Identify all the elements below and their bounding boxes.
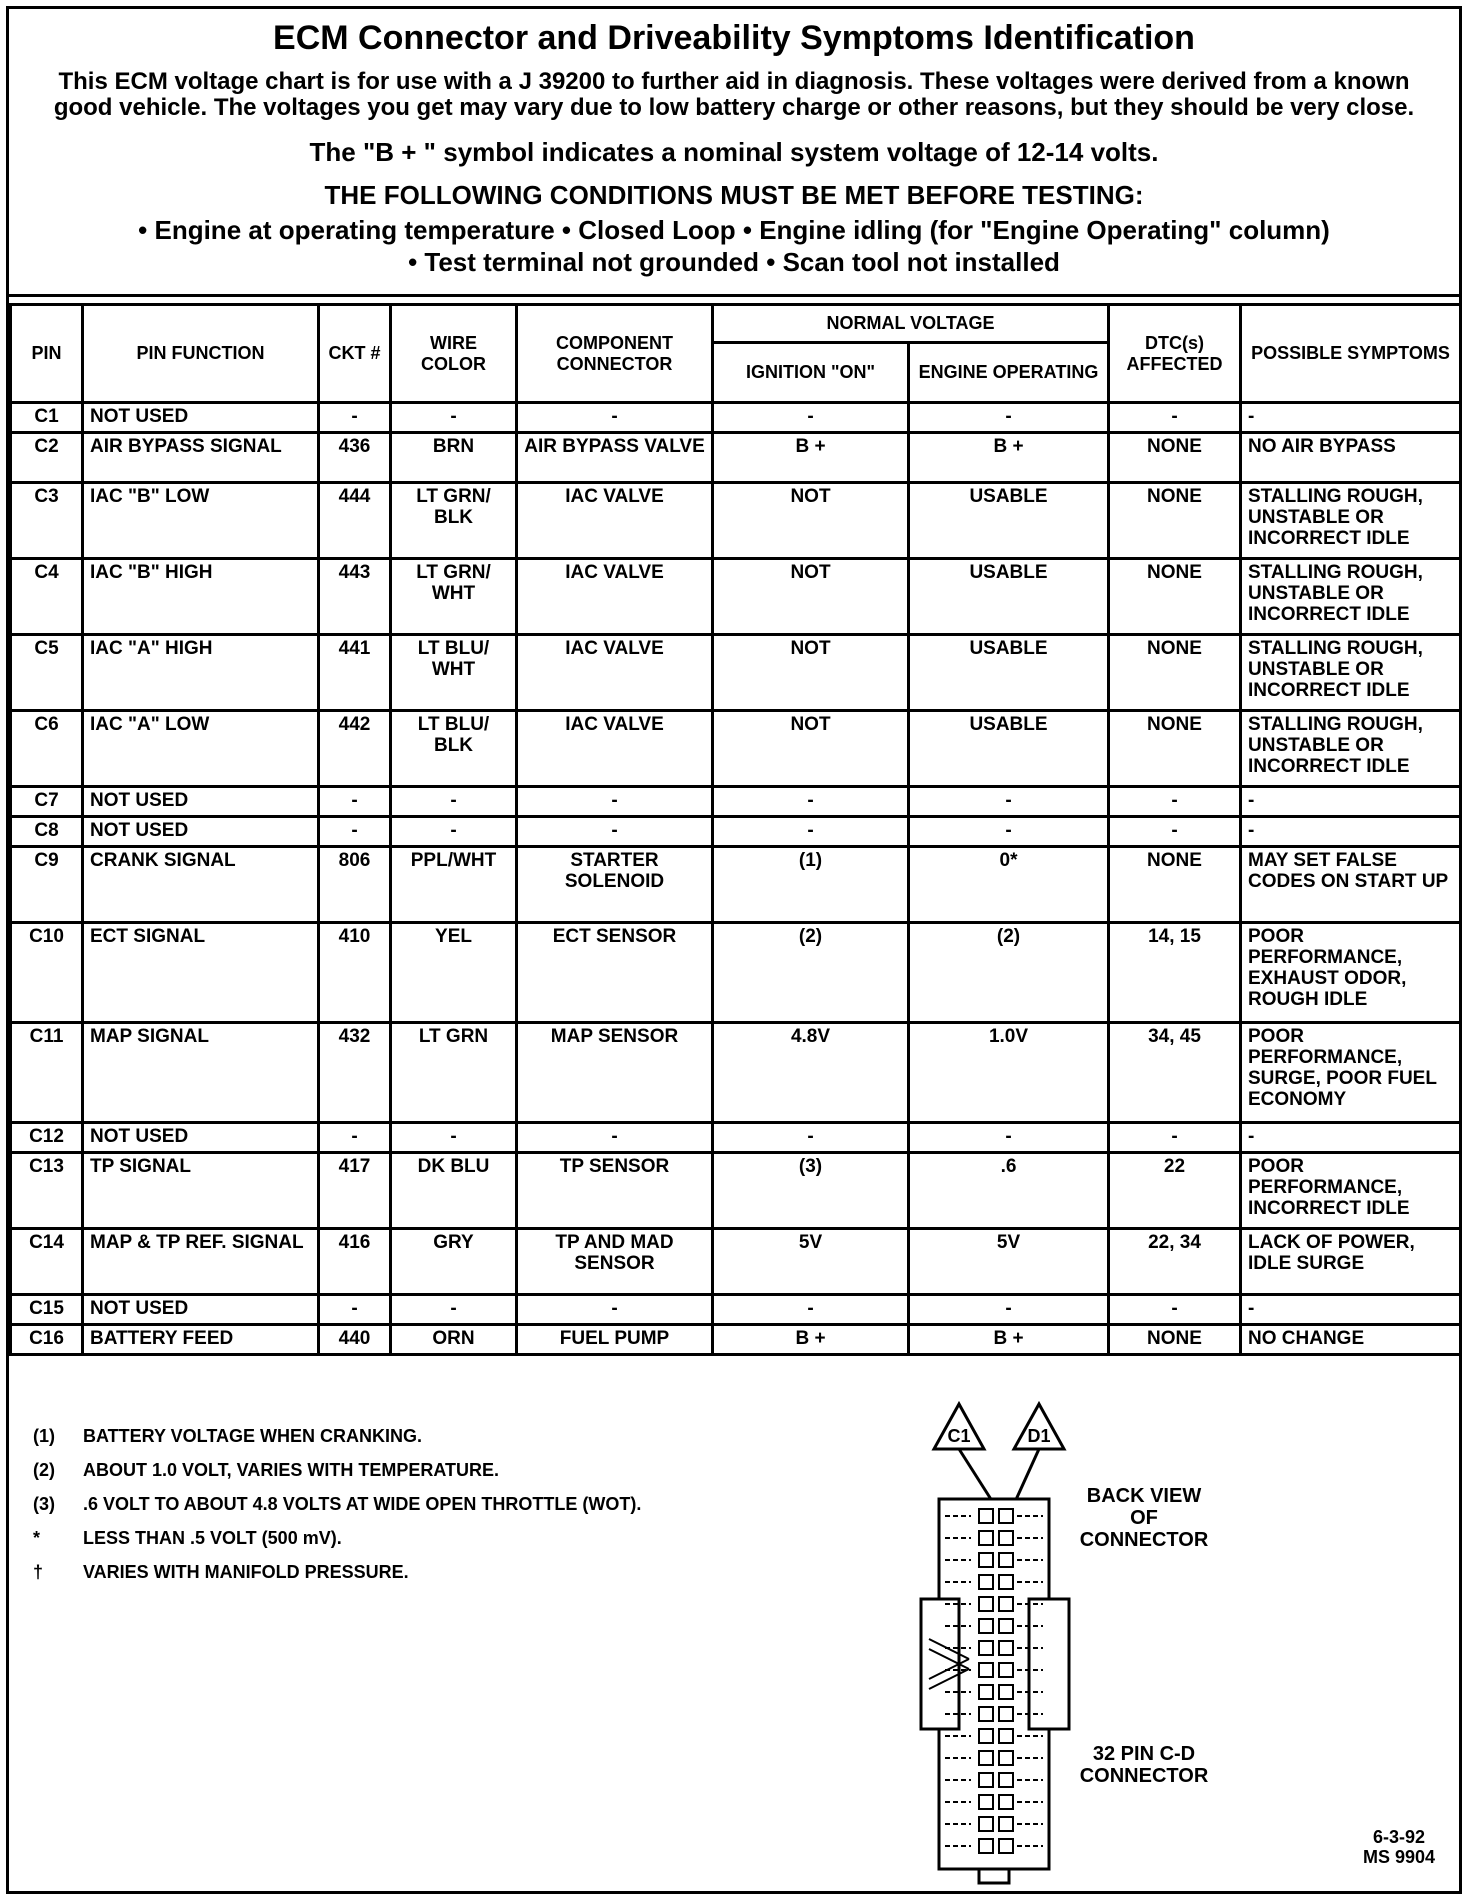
header-pin: PIN (11, 305, 83, 403)
connector-pin (999, 1531, 1013, 1545)
cell-wire: - (391, 1295, 517, 1325)
table-row (11, 1295, 1461, 1325)
connector-pin (999, 1795, 1013, 1809)
connector-pin (999, 1773, 1013, 1787)
cell-pin: C1 (11, 403, 83, 433)
cell-eng: (2) (909, 923, 1109, 1023)
cell-dtc: NONE (1109, 635, 1241, 711)
cell-func: NOT USED (83, 403, 319, 433)
cell-wire: - (391, 817, 517, 847)
chart-header (9, 9, 1459, 297)
cell-comp: IAC VALVE (517, 635, 713, 711)
footnote-text: BATTERY VOLTAGE WHEN CRANKING. (83, 1425, 422, 1446)
connector-pin (979, 1641, 993, 1655)
table-row (11, 787, 1461, 817)
table-row (11, 483, 1461, 559)
cell-dtc: NONE (1109, 559, 1241, 635)
connector-pin (999, 1641, 1013, 1655)
header-dtc: DTC(s) AFFECTED (1109, 305, 1241, 403)
cell-func: IAC "B" LOW (83, 483, 319, 559)
cell-comp: - (517, 817, 713, 847)
cell-eng: USABLE (909, 483, 1109, 559)
page-title: ECM Connector and Driveability Symptoms Identification (273, 19, 1195, 57)
cell-sym: STALLING ROUGH, UNSTABLE OR INCORRECT IDLE (1241, 635, 1461, 711)
cell-func: NOT USED (83, 817, 319, 847)
footnote-item (33, 1453, 641, 1487)
cell-sym: POOR PERFORMANCE, EXHAUST ODOR, ROUGH IDLE (1241, 923, 1461, 1023)
cell-ign: NOT (713, 483, 909, 559)
connector-pin (979, 1531, 993, 1545)
cell-comp: STARTER SOLENOID (517, 847, 713, 923)
cell-pin: C16 (11, 1325, 83, 1355)
footnote-item (33, 1555, 641, 1589)
header-normal-voltage: NORMAL VOLTAGE (713, 305, 1109, 343)
header-symptoms: POSSIBLE SYMPTOMS (1241, 305, 1461, 403)
ecm-voltage-table (9, 303, 1462, 1356)
cell-pin: C3 (11, 483, 83, 559)
connector-pin (979, 1773, 993, 1787)
cell-wire: DK BLU (391, 1153, 517, 1229)
cell-eng: - (909, 787, 1109, 817)
connector-pin (999, 1553, 1013, 1567)
cell-eng: 1.0V (909, 1023, 1109, 1123)
cell-dtc: NONE (1109, 847, 1241, 923)
cell-comp: MAP SENSOR (517, 1023, 713, 1123)
cell-eng: 5V (909, 1229, 1109, 1295)
table-row (11, 1023, 1461, 1123)
cell-func: NOT USED (83, 787, 319, 817)
connector-pin (979, 1817, 993, 1831)
cell-comp: IAC VALVE (517, 559, 713, 635)
cell-sym: LACK OF POWER, IDLE SURGE (1241, 1229, 1461, 1295)
cell-eng: - (909, 817, 1109, 847)
cell-comp: - (517, 787, 713, 817)
cell-ckt: 436 (319, 433, 391, 483)
cell-ckt: - (319, 787, 391, 817)
cell-ckt: - (319, 817, 391, 847)
cell-ign: - (713, 787, 909, 817)
cell-wire: ORN (391, 1325, 517, 1355)
cell-eng: .6 (909, 1153, 1109, 1229)
cell-pin: C10 (11, 923, 83, 1023)
footnote-text: ABOUT 1.0 VOLT, VARIES WITH TEMPERATURE. (83, 1459, 500, 1480)
cell-func: IAC "A" LOW (83, 711, 319, 787)
cell-pin: C15 (11, 1295, 83, 1325)
cell-eng: B + (909, 1325, 1109, 1355)
cell-wire: BRN (391, 433, 517, 483)
cell-ign: NOT (713, 559, 909, 635)
cell-dtc: 14, 15 (1109, 923, 1241, 1023)
cell-func: MAP SIGNAL (83, 1023, 319, 1123)
connector-pin (979, 1663, 993, 1677)
cell-dtc: NONE (1109, 483, 1241, 559)
cell-ckt: 443 (319, 559, 391, 635)
footnote-mark: (1) (33, 1425, 55, 1446)
cell-dtc: NONE (1109, 1325, 1241, 1355)
footnote-text: .6 VOLT TO ABOUT 4.8 VOLTS AT WIDE OPEN THROTTLE (WOT). (83, 1493, 642, 1514)
cell-ckt: - (319, 1295, 391, 1325)
footnote-item (33, 1521, 641, 1555)
cell-ckt: - (319, 1123, 391, 1153)
back-view-label: BACK VIEW OF CONNECTOR (1079, 1485, 1209, 1551)
cell-dtc: - (1109, 1295, 1241, 1325)
header-component-connector: COMPONENT CONNECTOR (517, 305, 713, 403)
footnote-mark: (2) (33, 1459, 55, 1480)
cell-sym: - (1241, 817, 1461, 847)
footnote-mark: † (33, 1561, 44, 1582)
connector-pin (999, 1707, 1013, 1721)
cell-ckt: 440 (319, 1325, 391, 1355)
footnotes (33, 1419, 641, 1589)
connector-pin (999, 1751, 1013, 1765)
connector-pin (999, 1839, 1013, 1853)
connector-pin (999, 1663, 1013, 1677)
table-row (11, 817, 1461, 847)
cell-ign: (1) (713, 847, 909, 923)
cell-sym: - (1241, 787, 1461, 817)
cell-pin: C14 (11, 1229, 83, 1295)
connector-pin (979, 1509, 993, 1523)
cell-ign: 5V (713, 1229, 909, 1295)
cell-wire: LT BLU/ BLK (391, 711, 517, 787)
cell-comp: ECT SENSOR (517, 923, 713, 1023)
connector-pin (979, 1839, 993, 1853)
cell-dtc: - (1109, 817, 1241, 847)
connector-pin (979, 1619, 993, 1633)
connector-pin (999, 1817, 1013, 1831)
document-stamp (1363, 1827, 1435, 1867)
cell-ckt: 806 (319, 847, 391, 923)
cell-wire: - (391, 787, 517, 817)
cell-sym: STALLING ROUGH, UNSTABLE OR INCORRECT IDLE (1241, 483, 1461, 559)
cell-pin: C4 (11, 559, 83, 635)
connector-pin (999, 1685, 1013, 1699)
cell-ckt: 410 (319, 923, 391, 1023)
cell-pin: C7 (11, 787, 83, 817)
cell-ckt: 432 (319, 1023, 391, 1123)
cell-eng: - (909, 1123, 1109, 1153)
label-d1: D1 (1027, 1426, 1051, 1446)
cell-ign: - (713, 1123, 909, 1153)
cell-comp: FUEL PUMP (517, 1325, 713, 1355)
bplus-note: The "B + " symbol indicates a nominal system voltage of 12-14 volts. (309, 137, 1159, 167)
conditions-line-2: • Test terminal not grounded • Scan tool not installed (408, 247, 1060, 277)
cell-ign: B + (713, 433, 909, 483)
table-row (11, 711, 1461, 787)
connector-drawing (909, 1399, 1209, 1889)
cell-sym: STALLING ROUGH, UNSTABLE OR INCORRECT IDLE (1241, 559, 1461, 635)
cell-wire: - (391, 1123, 517, 1153)
cell-dtc: 34, 45 (1109, 1023, 1241, 1123)
table-row (11, 635, 1461, 711)
cell-dtc: NONE (1109, 711, 1241, 787)
table-row (11, 559, 1461, 635)
cell-ckt: 417 (319, 1153, 391, 1229)
connector-pin (979, 1751, 993, 1765)
intro-text: This ECM voltage chart is for use with a J 39200 to further aid in diagnosis. These voltages were derived from a known good vehicle. The voltages you get may vary due to low battery charge or other reasons, but they should be very close. (53, 68, 1415, 121)
header-pin-function: PIN FUNCTION (83, 305, 319, 403)
cell-wire: GRY (391, 1229, 517, 1295)
connector-pin (979, 1729, 993, 1743)
cell-pin: C2 (11, 433, 83, 483)
conditions-line-1: • Engine at operating temperature • Closed Loop • Engine idling (for "Engine Operating" column) (138, 215, 1330, 245)
table-body (11, 403, 1461, 1355)
cell-wire: - (391, 403, 517, 433)
cell-comp: IAC VALVE (517, 483, 713, 559)
table-row (11, 433, 1461, 483)
cell-sym: - (1241, 1295, 1461, 1325)
cell-eng: USABLE (909, 635, 1109, 711)
cell-ckt: 441 (319, 635, 391, 711)
cell-ckt: 444 (319, 483, 391, 559)
cell-pin: C13 (11, 1153, 83, 1229)
cell-ign: NOT (713, 711, 909, 787)
stamp-date: 6-3-92 (1372, 1827, 1425, 1847)
cell-wire: LT BLU/ WHT (391, 635, 517, 711)
cell-sym: STALLING ROUGH, UNSTABLE OR INCORRECT IDLE (1241, 711, 1461, 787)
cell-eng: B + (909, 433, 1109, 483)
connector-pin (999, 1509, 1013, 1523)
cell-comp: - (517, 403, 713, 433)
cell-sym: POOR PERFORMANCE, INCORRECT IDLE (1241, 1153, 1461, 1229)
header-ignition-on: IGNITION "ON" (713, 343, 909, 403)
cell-func: NOT USED (83, 1123, 319, 1153)
cell-dtc: 22, 34 (1109, 1229, 1241, 1295)
cell-ckt: 416 (319, 1229, 391, 1295)
cell-sym: NO CHANGE (1241, 1325, 1461, 1355)
cell-pin: C6 (11, 711, 83, 787)
footnote-item (33, 1419, 641, 1453)
cell-sym: MAY SET FALSE CODES ON START UP (1241, 847, 1461, 923)
table-row (11, 1229, 1461, 1295)
cell-ign: (3) (713, 1153, 909, 1229)
cell-ign: NOT (713, 635, 909, 711)
cell-eng: USABLE (909, 559, 1109, 635)
cell-ign: - (713, 817, 909, 847)
table-row (11, 403, 1461, 433)
table-row (11, 1325, 1461, 1355)
cell-dtc: - (1109, 1123, 1241, 1153)
cell-pin: C9 (11, 847, 83, 923)
cell-wire: YEL (391, 923, 517, 1023)
cell-eng: - (909, 1295, 1109, 1325)
footnote-text: VARIES WITH MANIFOLD PRESSURE. (83, 1561, 409, 1582)
cell-sym: POOR PERFORMANCE, SURGE, POOR FUEL ECONOMY (1241, 1023, 1461, 1123)
cell-pin: C8 (11, 817, 83, 847)
table-row (11, 1153, 1461, 1229)
connector-pin (979, 1707, 993, 1721)
connector-pin (979, 1795, 993, 1809)
cell-ign: (2) (713, 923, 909, 1023)
conditions-title: THE FOLLOWING CONDITIONS MUST BE MET BEFORE TESTING: (324, 180, 1144, 210)
cell-comp: TP AND MAD SENSOR (517, 1229, 713, 1295)
cell-wire: LT GRN (391, 1023, 517, 1123)
cell-wire: LT GRN/ BLK (391, 483, 517, 559)
header-wire-color: WIRE COLOR (391, 305, 517, 403)
cell-ign: 4.8V (713, 1023, 909, 1123)
cell-ckt: 442 (319, 711, 391, 787)
cell-eng: USABLE (909, 711, 1109, 787)
cell-pin: C12 (11, 1123, 83, 1153)
table-row (11, 923, 1461, 1023)
footnote-mark: (3) (33, 1493, 55, 1514)
cell-sym: - (1241, 1123, 1461, 1153)
cell-ign: - (713, 403, 909, 433)
stamp-code: MS 9904 (1362, 1847, 1435, 1867)
cell-func: NOT USED (83, 1295, 319, 1325)
cell-dtc: - (1109, 403, 1241, 433)
cell-func: BATTERY FEED (83, 1325, 319, 1355)
cell-comp: TP SENSOR (517, 1153, 713, 1229)
cell-wire: PPL/WHT (391, 847, 517, 923)
cell-func: IAC "B" HIGH (83, 559, 319, 635)
connector-pin (999, 1619, 1013, 1633)
cell-wire: LT GRN/ WHT (391, 559, 517, 635)
cell-comp: IAC VALVE (517, 711, 713, 787)
header-engine-operating: ENGINE OPERATING (909, 343, 1109, 403)
connector-pin (999, 1575, 1013, 1589)
cell-func: AIR BYPASS SIGNAL (83, 433, 319, 483)
connector-pin (979, 1597, 993, 1611)
ecm-chart-page (6, 6, 1462, 1894)
cell-dtc: 22 (1109, 1153, 1241, 1229)
cell-ign: B + (713, 1325, 909, 1355)
footnote-text: LESS THAN .5 VOLT (500 mV). (83, 1527, 342, 1548)
cell-ckt: - (319, 403, 391, 433)
cell-pin: C11 (11, 1023, 83, 1123)
cell-func: TP SIGNAL (83, 1153, 319, 1229)
connector-pin (979, 1575, 993, 1589)
cell-sym: NO AIR BYPASS (1241, 433, 1461, 483)
cell-comp: AIR BYPASS VALVE (517, 433, 713, 483)
connector-pin (999, 1597, 1013, 1611)
connector-pin (979, 1685, 993, 1699)
cell-dtc: NONE (1109, 433, 1241, 483)
label-c1: C1 (947, 1426, 971, 1446)
cell-pin: C5 (11, 635, 83, 711)
cell-dtc: - (1109, 787, 1241, 817)
cell-eng: - (909, 403, 1109, 433)
connector-pin (979, 1553, 993, 1567)
footnote-item (33, 1487, 641, 1521)
cell-func: IAC "A" HIGH (83, 635, 319, 711)
cell-comp: - (517, 1123, 713, 1153)
connector-diagram (909, 1399, 1209, 1889)
cell-func: MAP & TP REF. SIGNAL (83, 1229, 319, 1295)
cell-ign: - (713, 1295, 909, 1325)
cell-comp: - (517, 1295, 713, 1325)
pin-connector-label: 32 PIN C-D CONNECTOR (1079, 1743, 1209, 1787)
cell-func: CRANK SIGNAL (83, 847, 319, 923)
connector-pin (999, 1729, 1013, 1743)
cell-eng: 0* (909, 847, 1109, 923)
table-row (11, 847, 1461, 923)
cell-sym: - (1241, 403, 1461, 433)
table-row (11, 1123, 1461, 1153)
footnote-mark: * (33, 1527, 41, 1548)
header-ckt: CKT # (319, 305, 391, 403)
cell-func: ECT SIGNAL (83, 923, 319, 1023)
